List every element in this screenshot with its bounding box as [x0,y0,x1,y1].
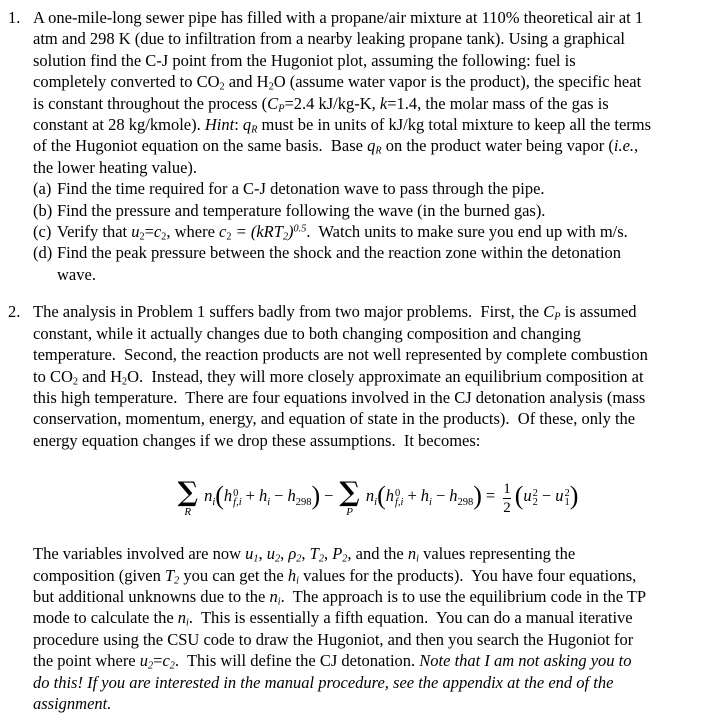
text-segment: wave. [57,264,96,284]
text-segment: 2 [122,375,128,387]
plus-operator: + [245,486,255,506]
text-segment: n [407,544,417,564]
problem-1-part-b [33,200,721,221]
text-segment: Find the time required for a C-J detonation wave to pass through the pipe. [57,179,545,199]
problem-1-body [33,7,721,178]
fraction-denominator: 2 [503,499,511,516]
text-segment: . This will define the CJ detonation. [174,651,420,671]
sigma-symbol: ∑ [339,477,360,509]
text-segment: temperature. Second, the reaction products are not well represented by complete combustion [33,345,648,365]
right-paren: ) [569,481,579,511]
text-segment: and H [224,72,269,92]
text-segment: 2 [282,231,289,243]
text-segment: solution find the C-J point from the Hugoniot plot, assuming the following: fuel is [33,50,576,70]
text-segment: do this! If you are interested in the manual procedure, see the appendix at the end of the [33,672,614,692]
text-segment: conservation, momentum, energy, and equation of state in the products). Of these, only the [33,409,636,429]
text-segment: Find the pressure and temperature following the wave (in the burned gas). [57,200,546,220]
eq-sub-fi: f,i [394,497,404,509]
problem-2-content [33,301,721,714]
equals-sign: = [485,486,496,506]
eq-sup-2: 2 [532,487,538,499]
text-segment: n [177,608,187,628]
eq-var-h: h [258,486,268,506]
text-segment: is constant throughout the process ( [33,93,268,113]
text-segment: values for the products). You have four equations, [298,565,637,585]
problem-2-intro [33,301,721,451]
text-segment: R [375,145,382,157]
text-segment: 2 [275,553,281,565]
fraction-bar [503,498,511,499]
text-segment: i [277,596,281,608]
text-segment: , where [166,222,220,242]
text-segment: The analysis in Problem 1 suffers badly from two major problems. First, the [33,302,544,322]
text-segment: u [131,222,140,242]
text-segment: , [280,544,289,564]
text-segment: must be in units of kJ/kg total mixture to keep all the terms [257,115,652,135]
text-segment: Verify that [57,222,132,242]
text-segment: i.e. [613,136,635,156]
text-segment: k [379,93,388,113]
text-segment: P [332,544,343,564]
energy-equation [33,469,721,523]
text-segment: n [269,586,278,606]
part-d-text [57,242,721,285]
text-segment: R [251,124,258,136]
text-segment: atm and 298 K (due to infiltration from a nearby leaking propane tank). Using a graphical [33,29,625,49]
minus-operator: − [274,486,284,506]
text-segment: 2 [72,375,78,387]
text-segment: ) [288,222,294,242]
text-segment: values representing the [418,544,576,564]
text-segment: the lower heating value). [33,157,198,177]
text-segment: is assumed [560,302,637,322]
text-segment: C [267,93,279,113]
text-segment: i [296,574,299,586]
eq-var-h: h [223,486,233,506]
text-segment: 2 [342,553,348,565]
eq-sub-i: i [267,497,271,509]
problem-1-content [33,7,721,285]
text-segment: c [153,222,162,242]
eq-supsub-hf [233,489,241,508]
text-segment: 2 [219,81,225,93]
text-segment: u [139,651,149,671]
text-segment: O. Instead, they will more closely approximate an equilibrium composition at [127,366,644,386]
text-segment: q [367,136,376,156]
text-segment: 2 [226,231,232,243]
problem-1-part-d [33,242,721,285]
summation-products [339,477,360,519]
text-segment: T [164,565,175,585]
text-segment: : [234,115,243,135]
text-segment: on the product water being vapor ( [381,136,614,156]
text-segment: this high temperature. There are four equations involved in the CJ detonation analysis (mass [33,387,646,407]
problem-1-part-a [33,178,721,199]
fraction-one-half [503,481,511,516]
text-segment: assignment. [33,693,112,713]
text-segment: = [153,651,163,671]
eq-sub-i: i [429,497,432,509]
text-segment: P [554,311,561,323]
text-segment: the point where [33,651,140,671]
text-segment: Find the peak pressure between the shock and the reaction zone within the detonation [57,243,622,263]
text-segment: 2 [268,81,274,93]
text-segment: 2 [139,231,145,243]
summation-reactants [177,477,198,519]
text-segment: completely converted to CO [33,72,220,92]
problem-2-outro [33,543,721,714]
eq-sub-1: 1 [564,497,570,509]
part-d-label: (d) [33,243,53,263]
text-segment: 0.5 [293,223,307,235]
text-segment: . Watch units to make sure you end up with m/s. [306,222,628,242]
text-segment: u [266,544,275,564]
text-segment: constant at 28 kg/kmole). [33,115,205,135]
eq-supsub-u2 [533,489,538,508]
eq-sub-i: i [212,497,216,509]
text-segment: i [416,553,419,565]
text-segment: O (assume water vapor is the product), the specific heat [273,72,642,92]
problem-1-part-c [33,221,721,242]
problem-2-number: 2. [8,302,21,322]
eq-sub-298: 298 [295,497,312,509]
text-segment: mode to calculate the [33,608,178,628]
eq-sup-0: 0 [233,487,239,499]
eq-sub-fi: f,i [233,497,242,509]
text-segment: 2 [296,553,302,565]
text-segment: ρ [288,544,297,564]
eq-var-h: h [385,486,394,506]
eq-var-h: h [449,486,458,506]
text-segment: you can get the [179,565,288,585]
text-segment: A one-mile-long sewer pipe has filled with a propane/air mixture at 110% theoretical air at 1 [33,8,644,27]
text-segment: of the Hugoniot equation on the same basis. Base [33,136,368,156]
text-segment: i [186,617,189,629]
text-segment: , [323,544,333,564]
text-segment: The variables involved are now [33,544,246,564]
text-segment: energy equation changes if we drop these assumptions. It becomes: [33,430,481,450]
text-segment: = (kRT [231,222,283,242]
eq-var-n: n [204,486,213,506]
problem-1 [8,7,724,285]
text-segment: T [309,544,319,564]
text-segment: 2 [318,553,324,565]
text-segment: P [278,103,285,115]
eq-sub-298: 298 [457,497,474,509]
text-segment: , and the [347,544,408,564]
sigma-symbol: ∑ [177,477,198,509]
eq-sup-2: 2 [564,487,570,499]
left-paren: ( [215,481,224,511]
eq-sub-2: 2 [532,497,538,509]
right-paren: ) [473,481,482,511]
plus-operator: + [407,486,417,506]
text-segment: c [162,651,170,671]
part-c-label: (c) [33,222,52,242]
text-segment: q [242,115,252,135]
text-segment: . The approach is to use the equilibrium code in the TP [280,586,647,606]
minus-operator: − [435,486,446,506]
text-segment: Note that I am not asking you to [419,651,632,671]
eq-var-u: u [555,486,564,506]
text-segment: C [543,302,555,322]
eq-sub-i: i [374,497,378,509]
text-segment: Hint [204,115,235,135]
eq-var-h: h [287,486,296,506]
text-segment: . This is essentially a fifth equation. You can do a manual iterative [188,608,633,628]
text-segment: but additional unknowns due to the [33,586,270,606]
problem-1-number: 1. [8,8,21,27]
text-segment: u [245,544,254,564]
text-segment: 1 [253,553,259,565]
eq-supsub-u1 [564,489,569,508]
text-segment: , [634,136,639,156]
text-segment: 2 [169,660,175,672]
part-c-text [57,221,721,242]
eq-var-u: u [523,486,532,506]
part-a-label: (a) [33,179,52,199]
text-segment: = [144,222,154,242]
part-b-label: (b) [33,200,53,220]
text-segment: =2.4 kJ/kg-K, [284,93,380,113]
text-segment: , [301,544,310,564]
eq-sup-0: 0 [394,487,401,499]
text-segment: 2 [161,231,167,243]
text-segment: and H [78,366,122,386]
minus-operator: − [324,486,334,506]
text-segment: to CO [33,366,73,386]
left-paren: ( [377,481,386,511]
text-segment: constant, while it actually changes due to both changing composition and changing [33,323,582,343]
eq-supsub-hf [395,489,403,508]
text-segment: =1.4, the molar mass of the gas is [387,93,609,113]
problem-2 [8,301,724,714]
part-b-text [57,200,721,221]
text-segment: procedure using the CSU code to draw the Hugoniot, and then you search the Hugoniot for [33,629,634,649]
text-segment: c [219,222,227,242]
text-segment: 2 [148,660,154,672]
eq-var-h: h [420,486,430,506]
eq-var-n: n [365,486,375,506]
text-segment: composition (given [33,565,165,585]
minus-operator: − [541,486,552,506]
text-segment: h [287,565,297,585]
right-paren: ) [311,481,321,511]
sum-index-reactants: R [184,506,192,519]
part-a-text [57,178,721,199]
fraction-numerator: 1 [503,480,511,497]
sum-index-products: P [346,506,353,519]
left-paren: ( [514,481,524,511]
text-segment: , [258,544,267,564]
text-segment: 2 [174,574,180,586]
